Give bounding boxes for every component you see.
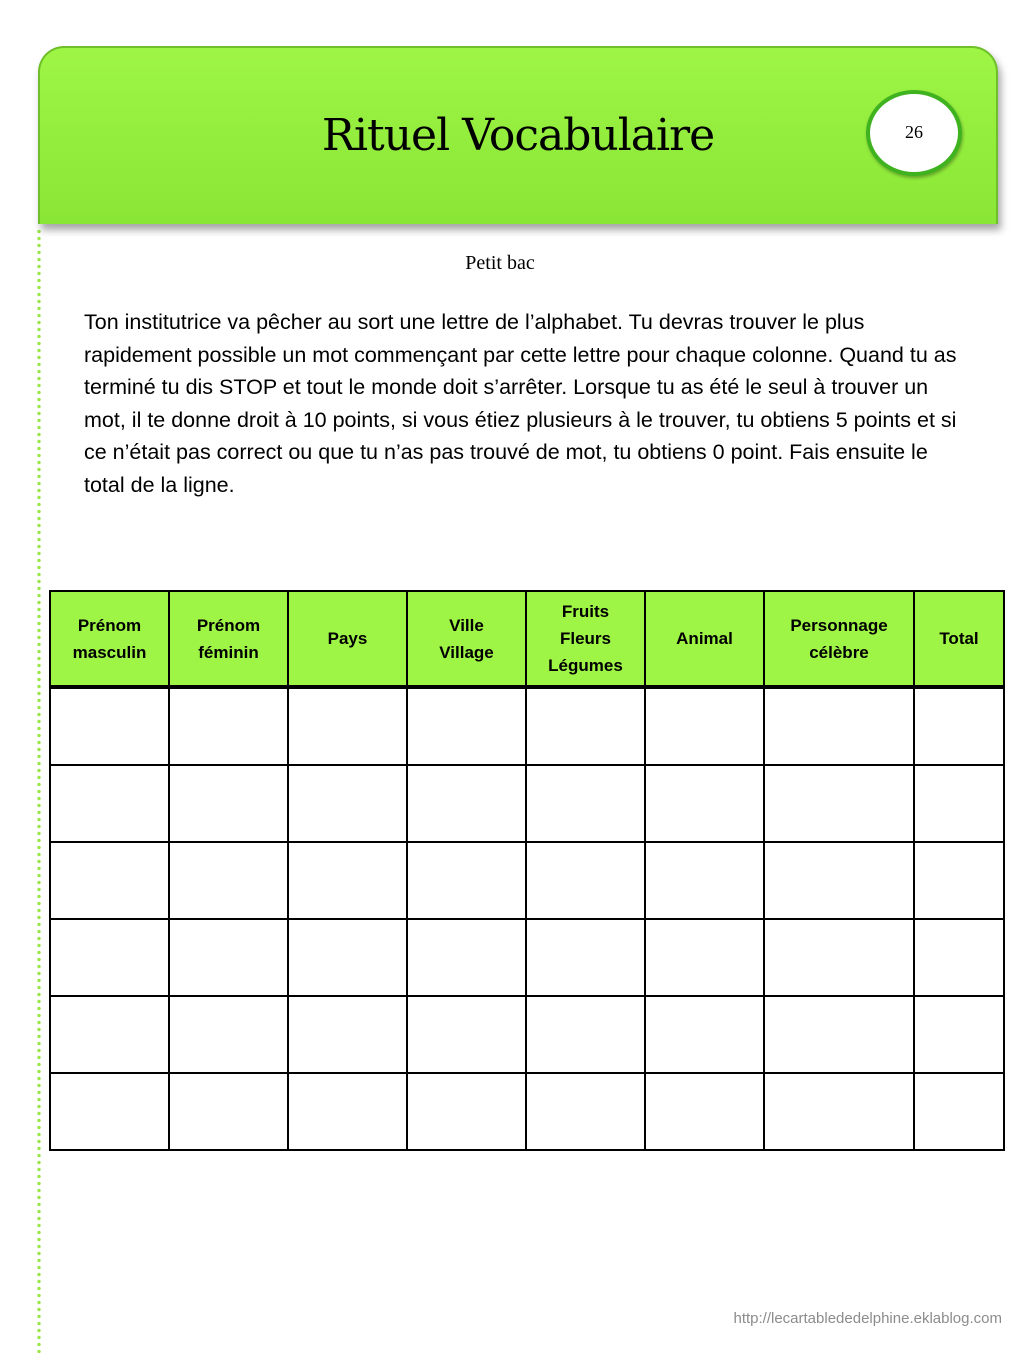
answer-cell[interactable] bbox=[50, 1073, 169, 1150]
answer-cell[interactable] bbox=[169, 842, 288, 919]
answer-cell[interactable] bbox=[169, 919, 288, 996]
answer-cell[interactable] bbox=[407, 765, 526, 842]
column-header-line: Animal bbox=[676, 629, 733, 648]
answer-cell[interactable] bbox=[526, 996, 645, 1073]
answer-cell[interactable] bbox=[288, 919, 407, 996]
answer-cell[interactable] bbox=[645, 842, 764, 919]
answer-cell[interactable] bbox=[526, 1073, 645, 1150]
answer-cell[interactable] bbox=[407, 842, 526, 919]
title-banner bbox=[38, 46, 998, 224]
answer-cell[interactable] bbox=[407, 996, 526, 1073]
table-row bbox=[50, 765, 1004, 842]
answer-cell[interactable] bbox=[526, 842, 645, 919]
answer-cell[interactable] bbox=[764, 919, 914, 996]
column-header-line: Fruits bbox=[561, 602, 610, 621]
answer-cell[interactable] bbox=[50, 919, 169, 996]
answer-cell[interactable] bbox=[169, 765, 288, 842]
column-header-line: Légumes bbox=[548, 656, 623, 675]
column-header-line: Ville bbox=[449, 615, 484, 635]
answer-cell[interactable] bbox=[50, 842, 169, 919]
answer-cell[interactable] bbox=[764, 765, 914, 842]
page-number-badge bbox=[866, 90, 962, 176]
footer-url[interactable]: http://lecartablededelphine.eklablog.com bbox=[733, 1310, 1002, 1327]
answer-cell[interactable] bbox=[914, 996, 1004, 1073]
page-number: 26 bbox=[905, 122, 923, 142]
table-body bbox=[50, 687, 1004, 1150]
instructions-text: Ton institutrice va pêcher au sort une lettre de l’alphabet. Tu devras trouver le plus rapidement possible un mot commençant par cette lettre pour chaque colonne. Quand tu as terminé tu dis STOP et tout le monde doit s’arrêter. Lorsque tu as été le seul à trouver un mot, il te donne droit à 10 points, si vous étiez plusieurs à le trouver, tu obtiens 5 points et si ce n’était pas correct ou que tu n’as pas trouvé de mot, tu obtiens 0 point. Fais ensuite le total de la ligne. bbox=[84, 310, 957, 497]
table-row bbox=[50, 996, 1004, 1073]
page-title: Rituel Vocabulaire bbox=[321, 110, 715, 161]
answer-cell[interactable] bbox=[288, 1073, 407, 1150]
answer-cell[interactable] bbox=[645, 996, 764, 1073]
answer-cell[interactable] bbox=[50, 765, 169, 842]
table-row bbox=[50, 842, 1004, 919]
answer-cell[interactable] bbox=[407, 1073, 526, 1150]
left-dotted-border bbox=[37, 228, 41, 1353]
column-header-ville-village bbox=[407, 591, 526, 687]
column-header-total bbox=[914, 591, 1004, 687]
answer-cell[interactable] bbox=[645, 687, 764, 765]
answer-cell[interactable] bbox=[764, 842, 914, 919]
column-header-line: Fleurs bbox=[559, 629, 612, 648]
answer-cell[interactable] bbox=[526, 687, 645, 765]
answer-cell[interactable] bbox=[407, 919, 526, 996]
answer-cell[interactable] bbox=[169, 687, 288, 765]
column-header-personnage-celebre bbox=[764, 591, 914, 687]
table-row bbox=[50, 1073, 1004, 1150]
answer-cell[interactable] bbox=[526, 765, 645, 842]
answer-cell[interactable] bbox=[407, 687, 526, 765]
answer-cell[interactable] bbox=[526, 919, 645, 996]
answer-cell[interactable] bbox=[169, 1073, 288, 1150]
table-row bbox=[50, 687, 1004, 765]
table-header-row bbox=[50, 591, 1004, 687]
answer-cell[interactable] bbox=[764, 1073, 914, 1150]
column-header-line: Village bbox=[439, 642, 494, 662]
answer-cell[interactable] bbox=[914, 765, 1004, 842]
answer-cell[interactable] bbox=[288, 842, 407, 919]
table-row bbox=[50, 919, 1004, 996]
answer-cell[interactable] bbox=[288, 765, 407, 842]
column-header-prenom-feminin bbox=[169, 591, 288, 687]
petit-bac-table bbox=[49, 590, 1005, 1151]
column-header-line: Total bbox=[939, 629, 979, 648]
column-header-line: Pays bbox=[327, 629, 368, 648]
answer-cell[interactable] bbox=[645, 765, 764, 842]
answer-cell[interactable] bbox=[50, 996, 169, 1073]
column-header-line: masculin bbox=[72, 642, 147, 662]
answer-cell[interactable] bbox=[169, 996, 288, 1073]
answer-cell[interactable] bbox=[645, 919, 764, 996]
answer-cell[interactable] bbox=[914, 1073, 1004, 1150]
column-header-line: Personnage bbox=[790, 615, 888, 635]
column-header-line: féminin bbox=[198, 642, 259, 662]
column-header-animal bbox=[645, 591, 764, 687]
answer-cell[interactable] bbox=[914, 687, 1004, 765]
answer-cell[interactable] bbox=[914, 919, 1004, 996]
answer-cell[interactable] bbox=[764, 996, 914, 1073]
answer-cell[interactable] bbox=[288, 687, 407, 765]
subtitle: Petit bac bbox=[465, 252, 535, 274]
answer-cell[interactable] bbox=[50, 687, 169, 765]
answer-cell[interactable] bbox=[914, 842, 1004, 919]
column-header-line: Prénom bbox=[196, 615, 261, 635]
column-header-line: célèbre bbox=[809, 642, 869, 662]
column-header-prenom-masculin bbox=[50, 591, 169, 687]
answer-cell[interactable] bbox=[645, 1073, 764, 1150]
column-header-fruits-fleurs-legumes bbox=[526, 591, 645, 687]
column-header-pays bbox=[288, 591, 407, 687]
answer-cell[interactable] bbox=[764, 687, 914, 765]
answer-cell[interactable] bbox=[288, 996, 407, 1073]
column-header-line: Prénom bbox=[77, 615, 142, 635]
